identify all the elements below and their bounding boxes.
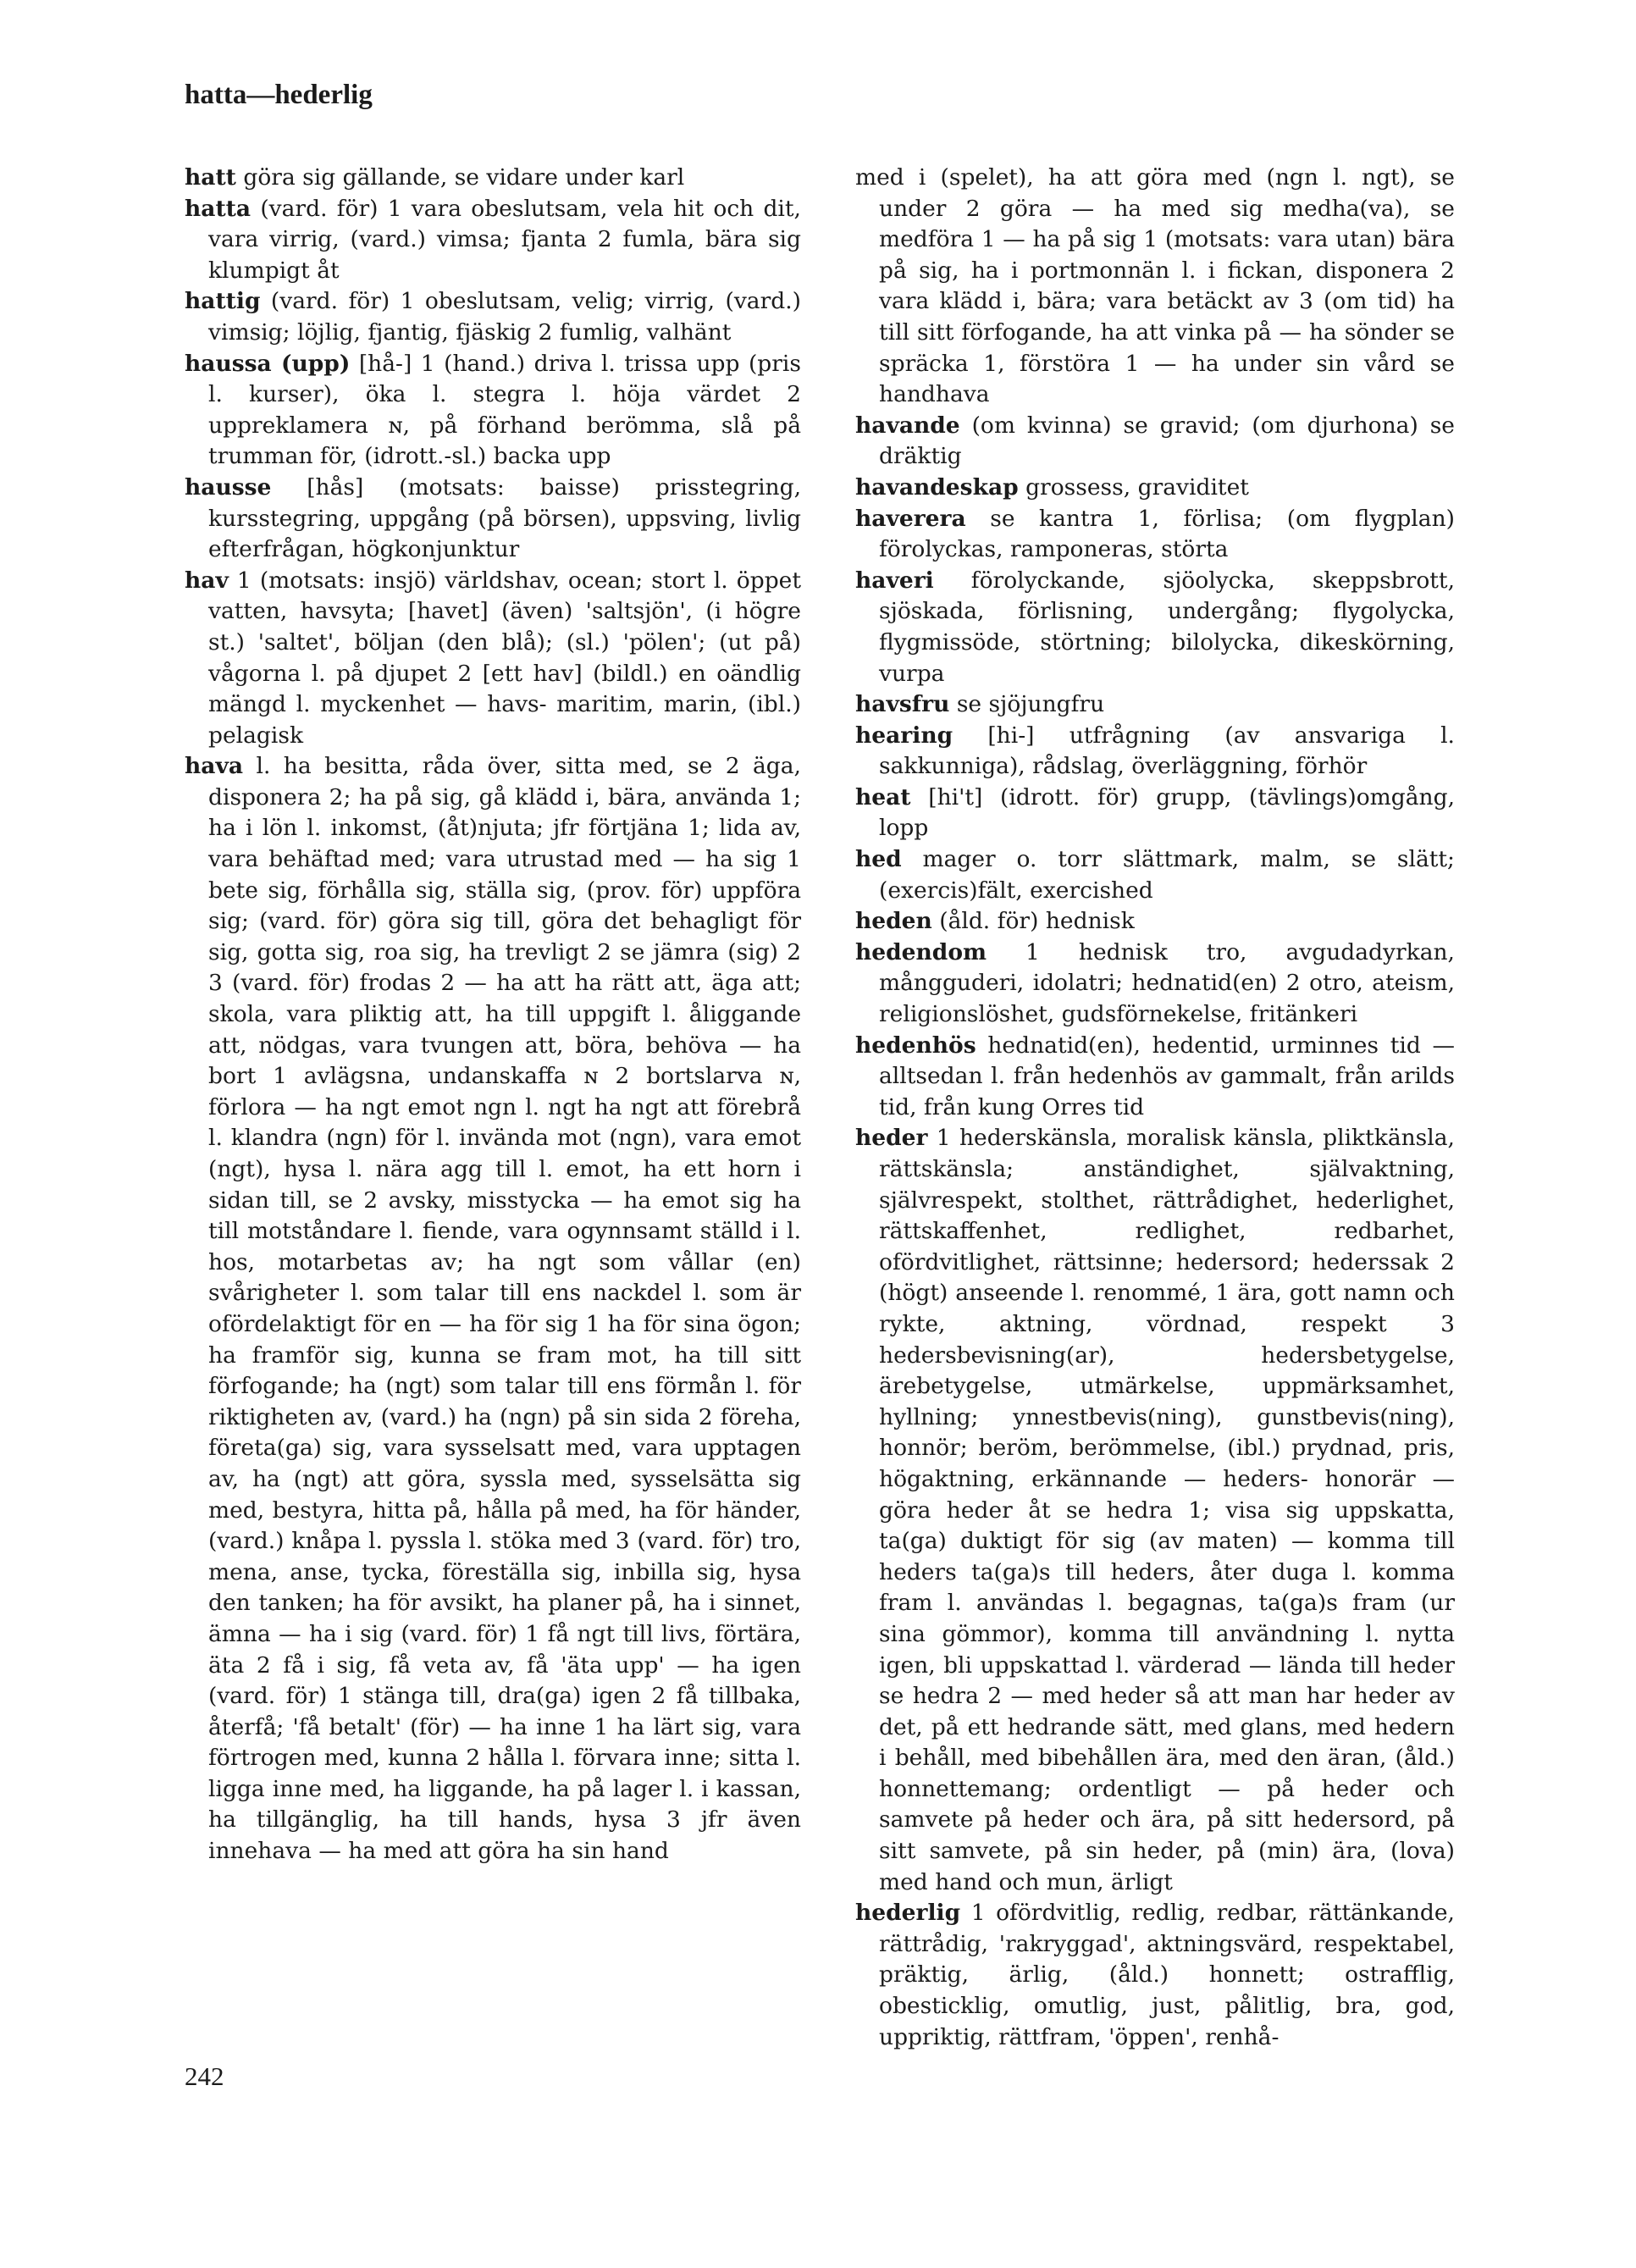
definition: (vard. för) 1 vara obeslutsam, vela hit och dit, vara virrig, (vard.) vimsa; fjanta 2 fumla, bära sig klumpigt åt <box>208 195 801 284</box>
dictionary-entry <box>185 349 801 473</box>
definition: (om kvinna) se gravid; (om djurhona) se dräktig <box>879 412 1455 470</box>
definition: hednatid(en), hedentid, urminnes tid — alltsedan l. från hedenhös av gammalt, från arilds tid, från kung Orres tid <box>879 1032 1455 1120</box>
dictionary-entry <box>855 783 1455 844</box>
dictionary-entry-continued <box>855 163 1455 411</box>
definition: 1 hederskänsla, moralisk känsla, pliktkänsla, rättskänsla; anständighet, självaktning, självrespekt, stolthet, rättrådighet, hederlighet, rättskaffenhet, redlighet, redbarhet, ofördvitlighet, rättsinne; hedersord; hederssak 2 (högt) anseende l. renommé, 1 ära, gott namn och rykte, aktning, vördnad, respekt 3 hedersbevisning(ar), hedersbetygelse, ärebetygelse, utmärkelse, uppmärksamhet, hyllning; ynnestbevis(ning), gunstbevis(ning), honnör; beröm, berömmelse, (ibl.) prydnad, pris, högaktning, erkännande — heders- honorär — göra heder åt se hedra 1; visa sig uppskatta, ta(ga) duktigt för sig (av maten) — komma till heders ta(ga)s till heders, åter duga l. komma fram l. användas l. begagnas, ta(ga)s fram (ur sina gömmor), komma till användning l. nytta igen, bli uppskattad l. värderad — lända till heder se hedra 2 — med heder så att man har heder av det, på ett hedrande sätt, med glans, med hedern i behåll, med bibehållen ära, med den äran, (åld.) honnettemang; ordentligt — på heder och samvete på heder och ära, på sitt hedersord, på sitt samvete, på sin heder, på (min) ära, (lova) med hand och mun, ärligt <box>879 1125 1455 1895</box>
dictionary-entry <box>185 163 801 194</box>
headword: heder <box>855 1125 928 1152</box>
headword: hattig <box>185 288 261 315</box>
dictionary-entry <box>855 566 1455 689</box>
definition: mager o. torr slättmark, malm, se slätt; (exercis)fält, exercished <box>879 846 1455 904</box>
headword: hav <box>185 567 229 594</box>
dictionary-entry <box>185 566 801 752</box>
headword: haveri <box>855 567 934 594</box>
headword: hatta <box>185 195 251 222</box>
headword: heat <box>855 783 911 810</box>
dictionary-entry <box>855 1031 1455 1124</box>
headword: hatt <box>185 164 236 191</box>
definition: göra sig gällande, se vidare under karl <box>243 164 685 191</box>
definition: (vard. för) 1 obeslutsam, velig; virrig, (vard.) vimsig; löjlig, fjantig, fjäskig 2 fumlig, valhänt <box>208 288 801 346</box>
dictionary-entry <box>855 473 1455 504</box>
dictionary-entry <box>855 1898 1455 2053</box>
definition: [hi't] (idrott. för) grupp, (tävlings)omgång, lopp <box>879 783 1455 842</box>
dictionary-entry <box>855 689 1455 721</box>
headword: hederlig <box>855 1900 961 1927</box>
headword: havsfru <box>855 691 950 718</box>
headword: havande <box>855 412 960 439</box>
dictionary-entry <box>855 906 1455 938</box>
dictionary-entry <box>855 411 1455 473</box>
dictionary-entry <box>185 194 801 287</box>
dictionary-entry <box>185 286 801 348</box>
definition: med i (spelet), ha att göra med (ngn l. ngt), se under 2 göra — ha med sig medha(va), se medföra 1 — ha på sig 1 (motsats: vara utan) bära på sig, ha i portmonnän l. i fickan, disponera 2 vara klädd i, bära; vara betäckt av 3 (om tid) ha till sitt förfogande, ha att vinka på — ha sönder se spräcka 1, förstöra 1 — ha under sin vård se handhava <box>855 164 1455 408</box>
definition: se sjöjungfru <box>956 691 1105 718</box>
definition: se kantra 1, förlisa; (om flygplan) förolyckas, ramponeras, störta <box>879 505 1455 563</box>
right-column <box>855 163 1455 2053</box>
dictionary-entry <box>855 844 1455 906</box>
definition: 1 ofördvitlig, redlig, redbar, rättänkande, rättrådig, 'rakryggad', aktningsvärd, respektabel, präktig, ärlig, (åld.) honnett; ostrafflig, obesticklig, omutlig, just, pålitlig, bra, god, uppriktig, rättfram, 'öppen', renhå- <box>879 1900 1455 2050</box>
left-column <box>185 163 801 1867</box>
definition: grossess, graviditet <box>1025 473 1249 501</box>
dictionary-entry <box>855 721 1455 783</box>
headword: heden <box>855 908 932 935</box>
headword: hava <box>185 753 244 780</box>
definition: (åld. för) hednisk <box>939 908 1135 935</box>
dictionary-entry <box>855 1123 1455 1898</box>
dictionary-entry <box>185 473 801 566</box>
headword: haverera <box>855 505 966 532</box>
headword: hedenhös <box>855 1032 976 1059</box>
definition: [hi-] utfrågning (av ansvariga l. sakkunniga), rådslag, överläggning, förhör <box>879 722 1455 780</box>
headword: hed <box>855 846 902 873</box>
dictionary-entry <box>855 938 1455 1031</box>
headword: hedendom <box>855 938 987 965</box>
definition: [hås] (motsats: baisse) prisstegring, kursstegring, uppgång (på börsen), uppsving, livlig efterfrågan, högkonjunktur <box>208 473 801 563</box>
definition: l. ha besitta, råda över, sitta med, se 2 äga, disponera 2; ha på sig, gå klädd i, bära, använda 1; ha i lön l. inkomst, (åt)njuta; jfr förtjäna 1; lida av, vara behäftad med; vara utrustad med — ha sig 1 bete sig, förhålla sig, ställa sig, (prov. för) uppföra sig; (vard. för) göra sig till, göra det behagligt för sig, gotta sig, roa sig, ha trevligt 2 se jämra (sig) 2 3 (vard. för) frodas 2 — ha att ha rätt att, äga att; skola, vara pliktig att, ha till uppgift l. åliggande att, nödgas, vara tvungen att, böra, behöva — ha bort 1 avlägsna, undanskaffa ɴ 2 bortslarva ɴ, förlora — ha ngt emot ngn l. ngt ha ngt att förebrå l. klandra (ngn) för l. invända mot (ngn), vara emot (ngt), hysa l. nära agg till l. emot, ha ett horn i sidan till, se 2 avsky, misstycka — ha emot sig ha till motståndare l. fiende, vara ogynnsamt ställd i l. hos, motarbetas av; ha ngt som vållar (en) svårigheter l. som talar till ens nackdel l. som är ofördelaktigt för en — ha för sig 1 ha för sina ögon; ha framför sig, kunna se fram mot, ha till sitt förfogande; ha (ngt) som talar till ens förmån l. för riktigheten av, (vard.) ha (ngn) på sin sida 2 föreha, företa(ga) sig, vara sysselsatt med, vara upptagen av, ha (ngt) att göra, syssla med, sysselsätta sig med, bestyra, hitta på, hålla på med, ha för händer, (vard.) knåpa l. pyssla l. stöka med 3 (vard. för) tro, mena, anse, tycka, föreställa sig, inbilla sig, hysa den tanken; ha för avsikt, ha planer på, ha i sinnet, ämna — ha i sig (vard. för) 1 få ngt till livs, förtära, äta 2 få i sig, få veta av, få 'äta upp' — ha igen (vard. för) 1 stänga till, dra(ga) igen 2 få tillbaka, återfå; 'få betalt' (för) — ha inne 1 ha lärt sig, vara förtrogen med, kunna 2 hålla l. förvara inne; sitta l. ligga inne med, ha liggande, ha på lager l. i kassan, ha tillgänglig, ha till hands, hysa 3 jfr även innehava — ha med att göra ha sin hand <box>208 753 801 1865</box>
definition: förolyckande, sjöolycka, skeppsbrott, sjöskada, förlisning, undergång; flygolycka, flygmissöde, störtning; bilolycka, dikeskörning, vurpa <box>879 567 1455 687</box>
headword: havandeskap <box>855 473 1019 501</box>
running-head: hatta—hederlig <box>185 80 373 110</box>
definition: 1 hednisk tro, avgudadyrkan, mångguderi, idolatri; hednatid(en) 2 otro, ateism, religionslöshet, gudsförnekelse, fritänkeri <box>879 938 1455 1028</box>
headword: haussa (upp) <box>185 350 351 377</box>
page-number: 242 <box>185 2061 224 2091</box>
headword: hausse <box>185 473 272 501</box>
headword: hearing <box>855 722 953 749</box>
definition: [hå-] 1 (hand.) driva l. trissa upp (pris l. kurser), öka l. stegra l. höja värdet 2 uppreklamera ɴ, på förhand berömma, slå på trumman för, (idrott.-sl.) backa upp <box>208 350 801 470</box>
definition: 1 (motsats: insjö) världshav, ocean; stort l. öppet vatten, havsyta; [havet] (även) 'saltsjön', (i högre st.) 'saltet', böljan (den blå); (sl.) 'pölen'; (ut på) vågorna l. på djupet 2 [ett hav] (bildl.) en oändlig mängd l. myckenhet — havs- maritim, marin, (ibl.) pelagisk <box>208 567 801 749</box>
dictionary-entry <box>185 751 801 1867</box>
dictionary-entry <box>855 504 1455 566</box>
